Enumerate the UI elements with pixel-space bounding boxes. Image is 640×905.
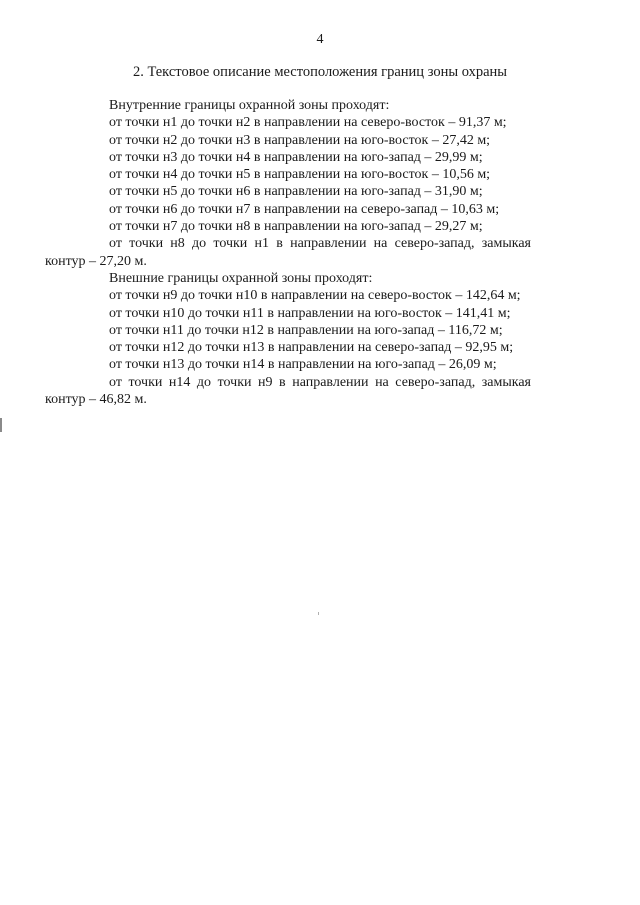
- outer-boundaries-title: Внешние границы охранной зоны проходят:: [109, 270, 373, 286]
- scan-speck: [318, 612, 319, 615]
- inner-boundary-closing-line: от точки н8 до точки н1 в направлении на северо-запад, замыкая: [109, 236, 531, 252]
- outer-boundary-line: от точки н12 до точки н13 в направлении на северо-запад – 92,95 м;: [109, 340, 514, 356]
- document-body: [45, 97, 531, 408]
- outer-boundaries-section: [45, 270, 531, 408]
- outer-boundary-line: от точки н9 до точки н10 в направлении на северо-восток – 142,64 м;: [109, 288, 521, 304]
- inner-boundary-line: от точки н2 до точки н3 в направлении на юго-восток – 27,42 м;: [109, 132, 491, 148]
- inner-boundary-line: от точки н6 до точки н7 в направлении на северо-запад – 10,63 м;: [109, 201, 500, 217]
- inner-boundary-closing-continuation: контур – 27,20 м.: [45, 253, 147, 269]
- inner-boundary-line: от точки н3 до точки н4 в направлении на юго-запад – 29,99 м;: [109, 149, 483, 165]
- outer-boundary-line: от точки н10 до точки н11 в направлении на юго-восток – 141,41 м;: [109, 305, 511, 321]
- page-number: 4: [316, 32, 324, 47]
- inner-boundary-line: от точки н4 до точки н5 в направлении на юго-восток – 10,56 м;: [109, 167, 491, 183]
- inner-boundaries-section: [45, 97, 531, 270]
- outer-boundary-line: от точки н11 до точки н12 в направлении на юго-запад – 116,72 м;: [109, 322, 503, 338]
- inner-boundaries-title: Внутренние границы охранной зоны проходят:: [109, 98, 390, 113]
- inner-boundary-line: от точки н1 до точки н2 в направлении на северо-восток – 91,37 м;: [109, 115, 507, 131]
- outer-boundary-closing-continuation: контур – 46,82 м.: [45, 392, 147, 408]
- inner-boundary-line: от точки н5 до точки н6 в направлении на юго-запад – 31,90 м;: [109, 184, 483, 200]
- scan-edge-mark: [0, 418, 2, 432]
- inner-boundary-line: от точки н7 до точки н8 в направлении на юго-запад – 29,27 м;: [109, 219, 483, 235]
- outer-boundary-closing-line: от точки н14 до точки н9 в направлении на северо-запад, замыкая: [109, 374, 531, 390]
- outer-boundary-line: от точки н13 до точки н14 в направлении на юго-запад – 26,09 м;: [109, 357, 497, 373]
- section-heading: 2. Текстовое описание местоположения границ зоны охраны: [132, 64, 508, 80]
